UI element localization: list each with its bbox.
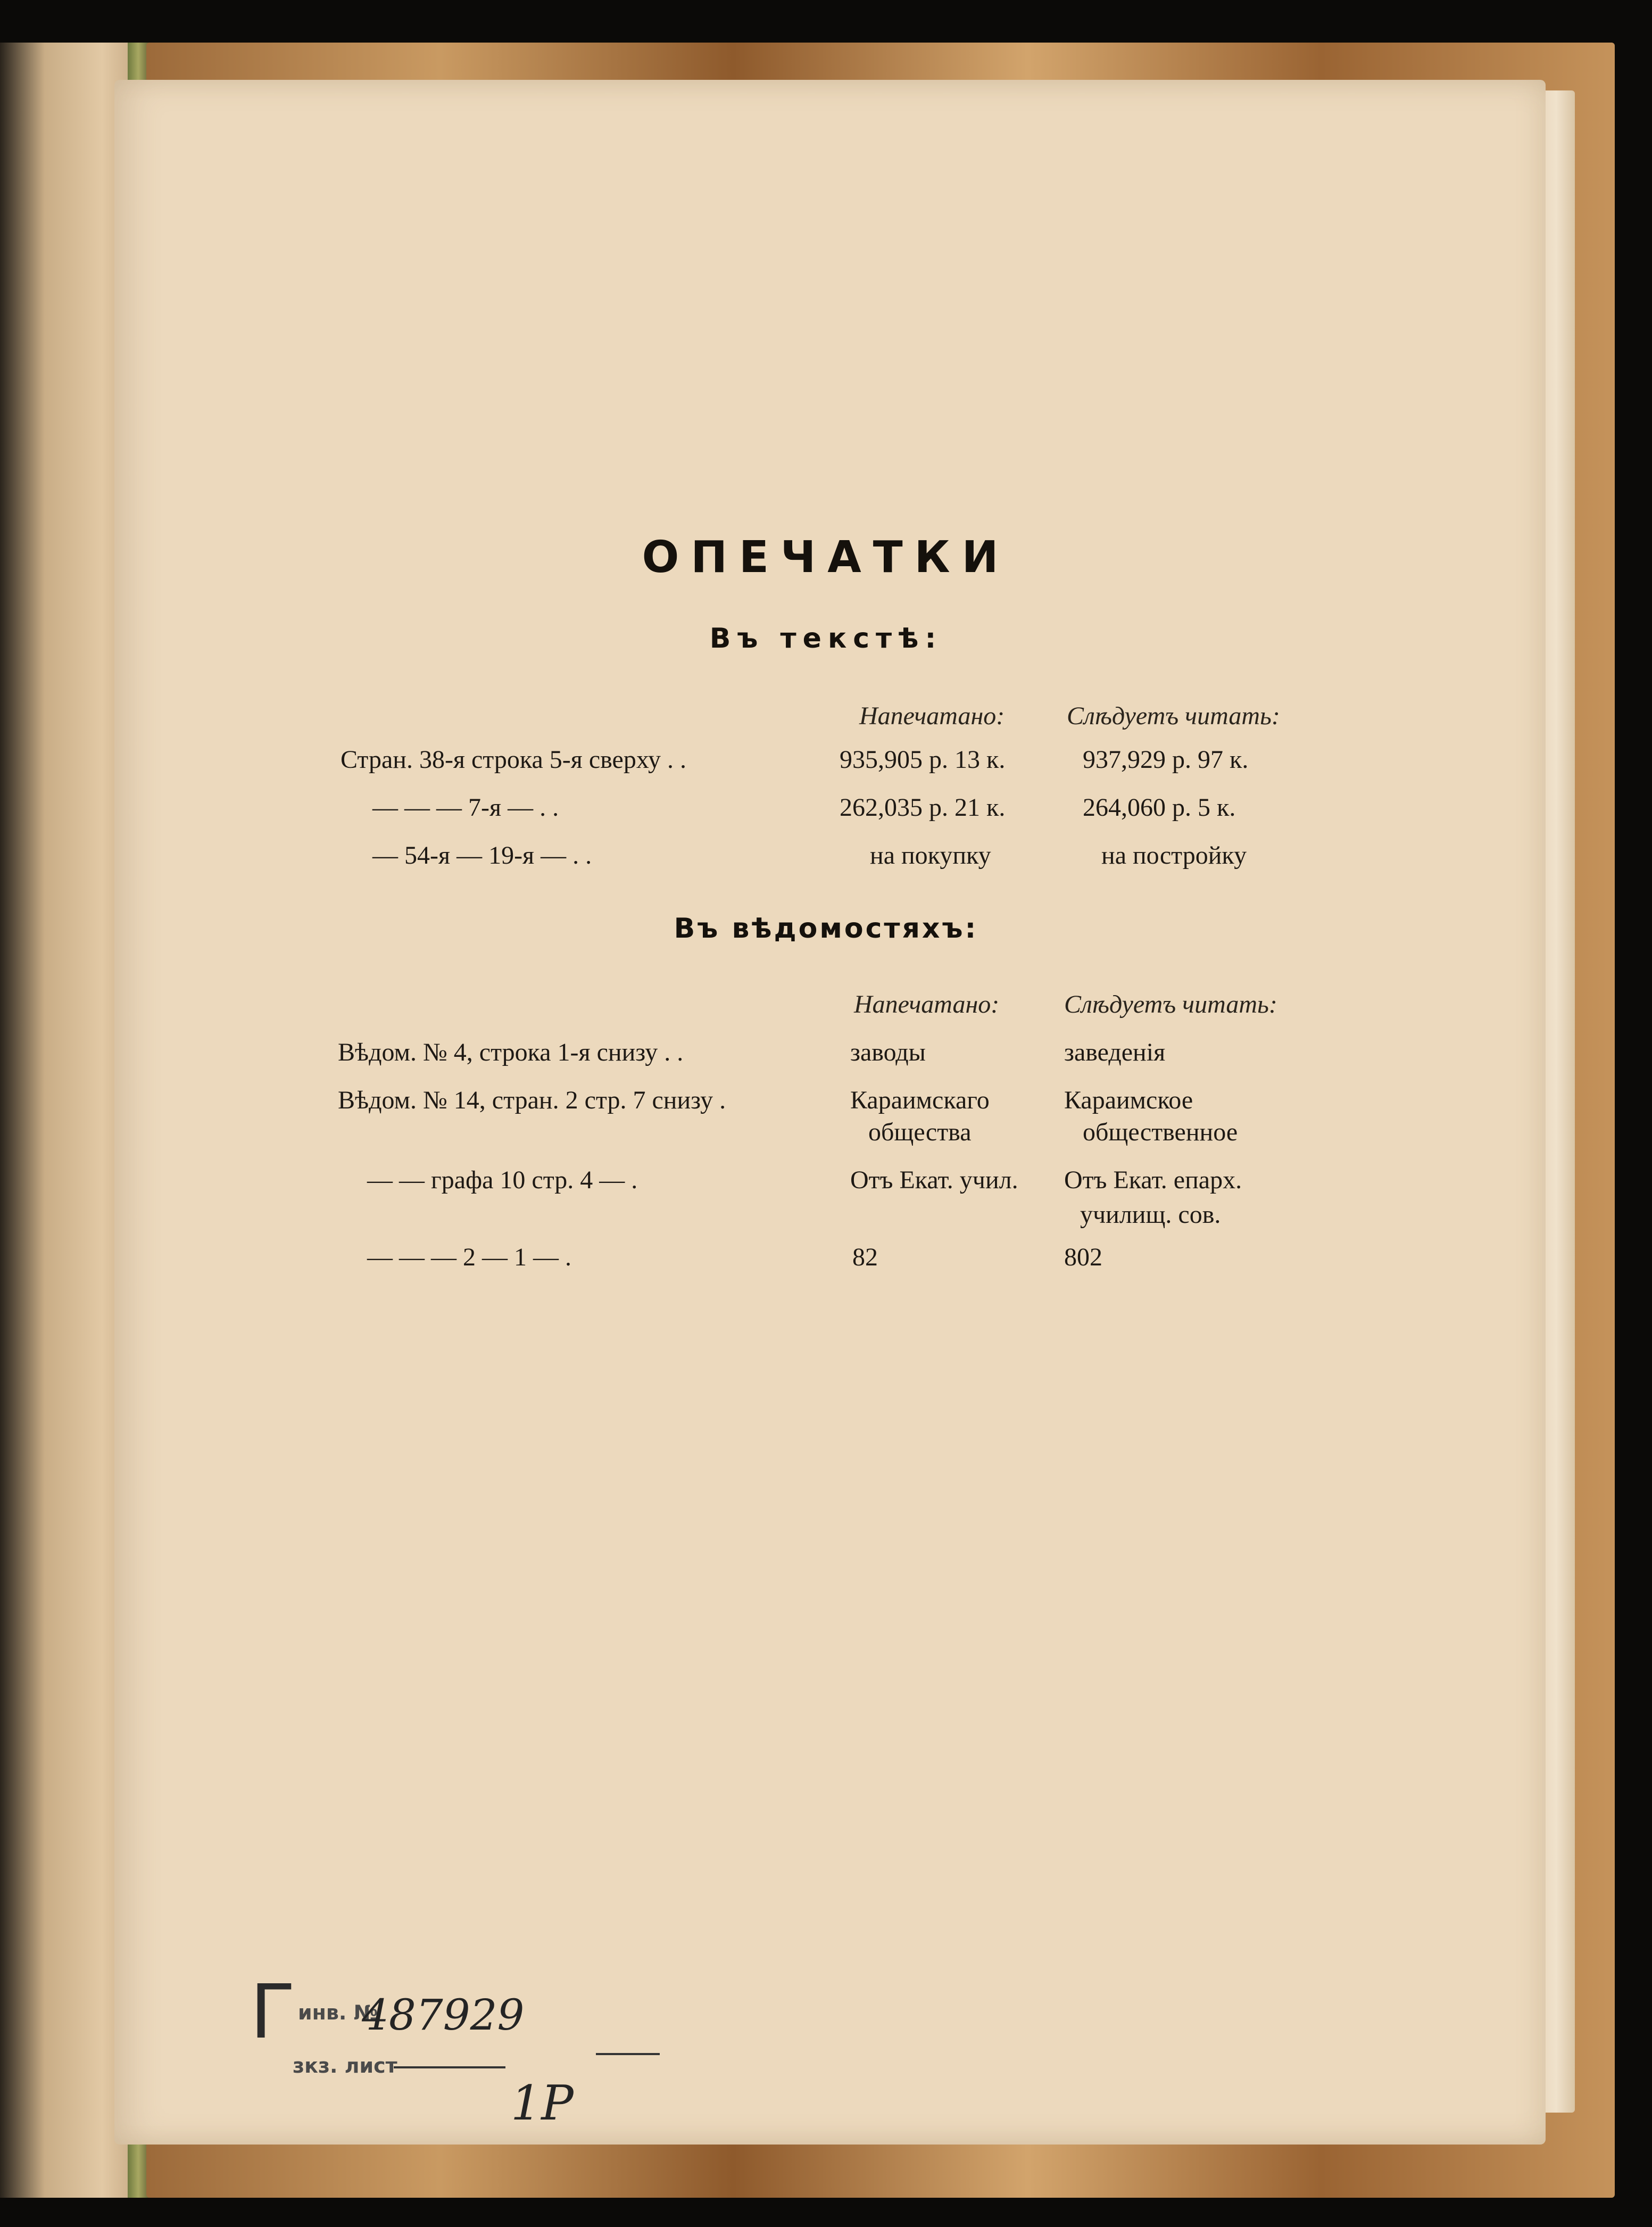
table-row-1-read: заведенія — [1064, 1038, 1166, 1066]
table-row-4-label: — — — 2 — 1 — . — [367, 1243, 571, 1271]
table-row-3-read-cont: училищ. сов. — [1080, 1201, 1221, 1229]
text-row-1-read: 937,929 р. 97 к. — [1083, 746, 1249, 774]
text-row-1-label: Стран. 38-я строка 5-я сверху . . — [341, 746, 686, 774]
table-row-2-label: Вѣдом. № 14, стран. 2 стр. 7 снизу . — [338, 1086, 726, 1114]
section-tables-heading: Въ вѣдомостяхъ: — [674, 913, 978, 945]
stamp-lines — [372, 2043, 670, 2086]
col-header-printed: Напечатано: — [859, 702, 1005, 730]
table-row-4-read: 802 — [1064, 1243, 1102, 1271]
col-header-printed-2: Напечатано: — [854, 990, 1000, 1019]
text-row-3-read: на постройку — [1101, 841, 1247, 870]
table-row-1-printed: заводы — [850, 1038, 926, 1066]
table-row-3-label: — — графа 10 стр. 4 — . — [367, 1166, 638, 1194]
table-row-1-label: Вѣдом. № 4, строка 1-я снизу . . — [338, 1038, 684, 1066]
text-row-1-printed: 935,905 р. 13 к. — [840, 746, 1006, 774]
col-header-read: Слѣдуетъ читать: — [1067, 702, 1280, 730]
table-row-2-printed: Караимскаго — [850, 1086, 990, 1114]
stamp-sheets-label: зкз. лист — [293, 2054, 397, 2077]
table-row-2-read: Караимское — [1064, 1086, 1193, 1114]
text-row-2-label: — — — 7-я — . . — [372, 793, 559, 822]
text-row-3-printed: на покупку — [870, 841, 991, 870]
table-row-4-printed: 82 — [852, 1243, 878, 1271]
text-row-2-printed: 262,035 р. 21 к. — [840, 793, 1006, 822]
stamp-inventory-number: 487929 — [362, 1990, 525, 2040]
col-header-read-2: Слѣдуетъ читать: — [1064, 990, 1277, 1019]
table-row-2-printed-cont: общества — [868, 1118, 972, 1146]
table-row-3-printed: Отъ Екат. учил. — [850, 1166, 1018, 1194]
text-row-2-read: 264,060 р. 5 к. — [1083, 793, 1236, 822]
stamp-inventory-label: инв. № — [298, 2001, 378, 2024]
stamp-sheets-value: 1Р — [511, 2075, 574, 2131]
facing-page — [0, 43, 128, 2198]
document-page — [114, 80, 1546, 2145]
section-text-heading: Въ текстѣ: — [709, 623, 943, 655]
table-row-2-read-cont: общественное — [1083, 1118, 1238, 1146]
stamp-letter: Г — [250, 1969, 296, 2056]
text-row-3-label: — 54-я — 19-я — . . — [372, 841, 592, 870]
page-title: ОПЕЧАТКИ — [642, 532, 1010, 583]
table-row-3-read: Отъ Екат. епарх. — [1064, 1166, 1242, 1194]
